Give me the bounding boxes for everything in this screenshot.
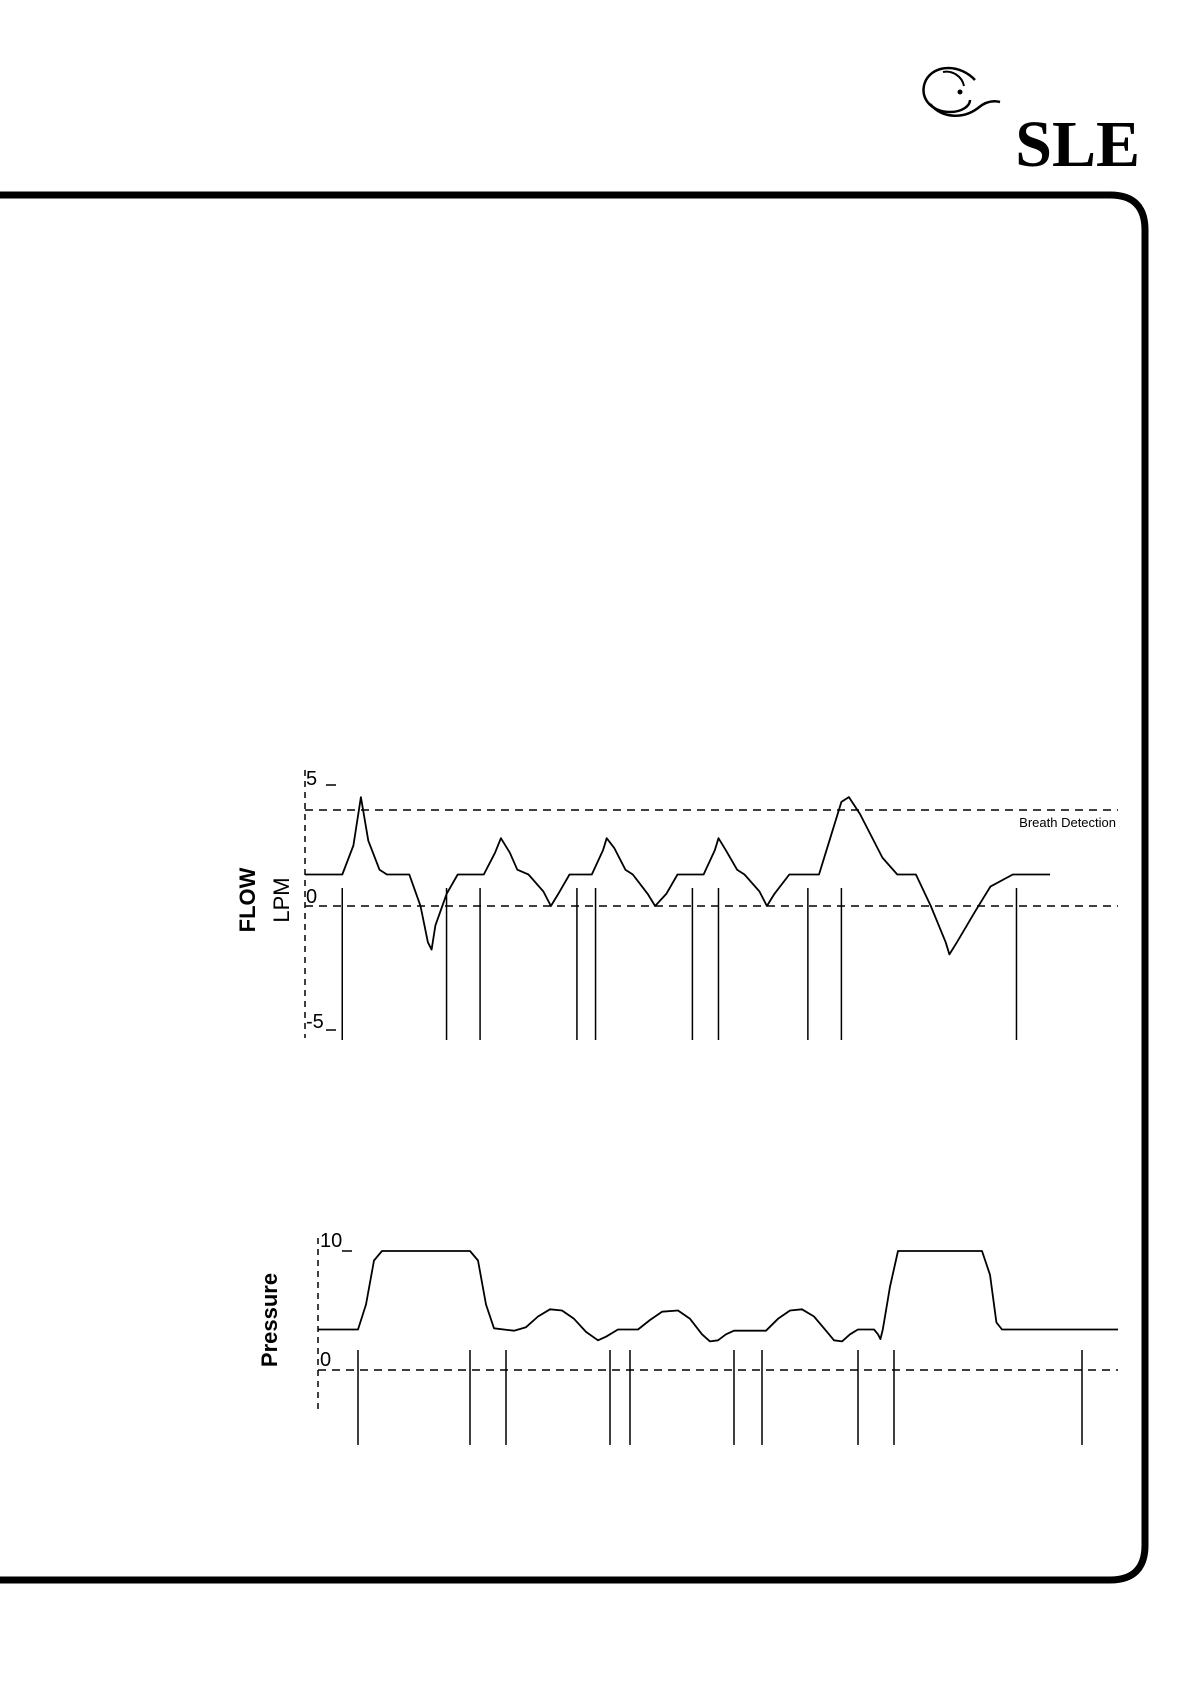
page-frame [0,195,1145,1580]
sle-logo [923,68,1140,181]
flow-ytick-5 [306,768,336,790]
baby-head-icon [923,68,1000,116]
flow-chart [235,768,1118,1040]
pressure-ytick-10 [320,1230,352,1252]
flow-event-markers [342,888,1016,1040]
pressure-ylabel: Pressure [257,1272,282,1368]
flow-ylabel: FLOW [235,867,260,933]
pressure-chart [257,1230,1118,1445]
logo-text: SLE [1015,108,1140,181]
flow-series-line [305,797,1050,954]
flow-ytick-label-minus5: -5 [306,1011,324,1033]
pressure-series-line [318,1251,1118,1341]
flow-ytick-minus5 [306,1011,336,1033]
pressure-ytick-label-0: 0 [320,1349,332,1371]
pressure-event-markers [358,1350,1082,1445]
flow-ytick-label-0: 0 [306,886,318,908]
flow-ytick-label-5: 5 [306,768,318,790]
breath-detection-label: Breath Detection [1019,815,1116,830]
pressure-ytick-0 [320,1349,331,1371]
flow-ytick-0 [306,886,317,908]
pressure-ytick-label-10: 10 [320,1230,343,1252]
flow-unit-label: LPM [269,877,294,923]
